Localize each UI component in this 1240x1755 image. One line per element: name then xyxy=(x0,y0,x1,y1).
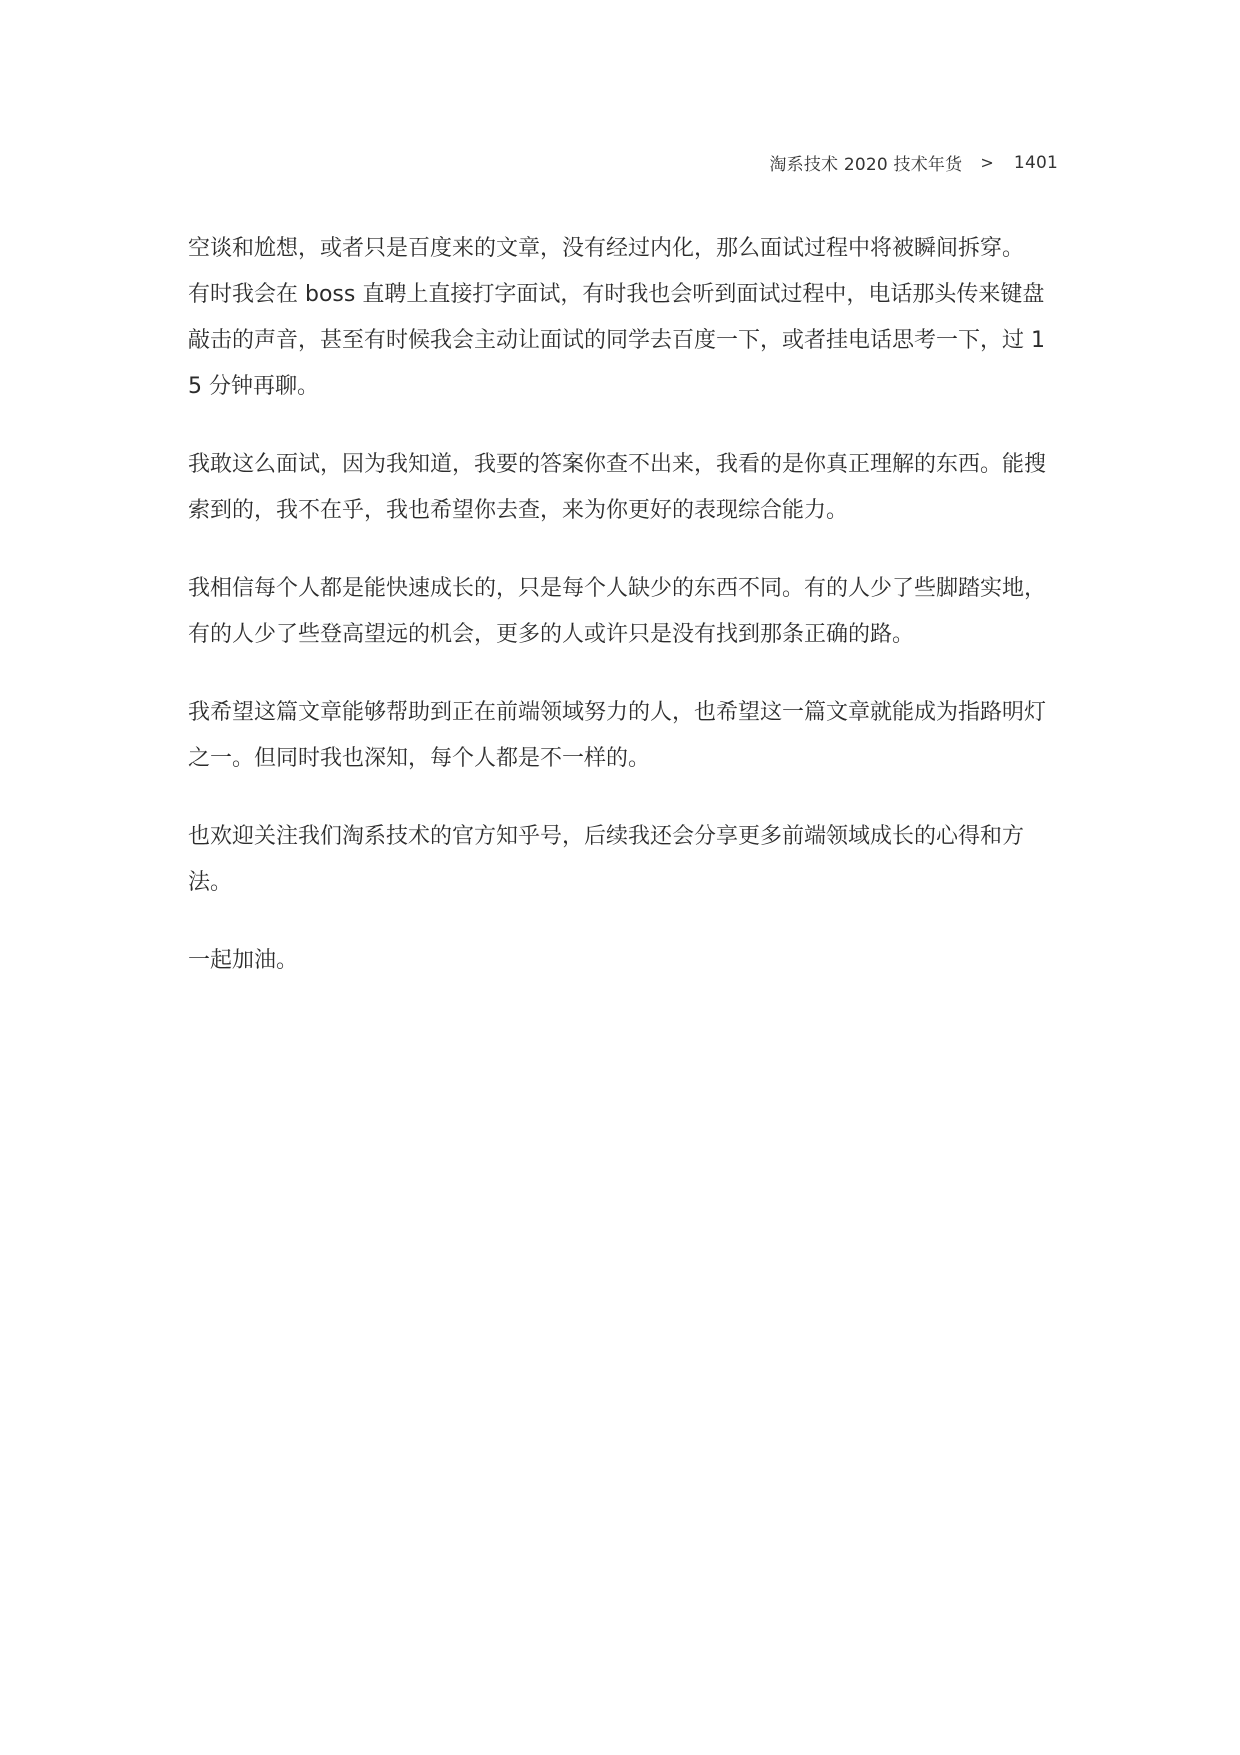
page-number: 1401 xyxy=(1013,152,1058,173)
paragraph-5: 我希望这篇文章能够帮助到正在前端领域努力的人，也希望这一篇文章就能成为指路明灯之一。但同时我也深知，每个人都是不一样的。 xyxy=(188,700,1047,771)
paragraph-7: 一起加油。 xyxy=(188,948,299,973)
running-header xyxy=(769,150,1058,175)
paragraph-3: 我敢这么面试，因为我知道，我要的答案你查不出来，我看的是你真正理解的东西。能搜索到的，我不在乎，我也希望你去查，来为你更好的表现综合能力。 xyxy=(188,452,1047,523)
body-text xyxy=(188,226,1056,1016)
paragraph-2: 有时我会在 boss 直聘上直接打字面试，有时我也会听到面试过程中，电话那头传来键盘敲击的声音，甚至有时候我会主动让面试的同学去百度一下，或者挂电话思考一下，过 15 分钟再聊。 xyxy=(188,282,1045,399)
header-separator: > xyxy=(980,153,994,172)
paragraph-4: 我相信每个人都是能快速成长的，只是每个人缺少的东西不同。有的人少了些脚踏实地，有的人少了些登高望远的机会，更多的人或许只是没有找到那条正确的路。 xyxy=(188,576,1047,647)
paragraph-6: 也欢迎关注我们淘系技术的官方知乎号，后续我还会分享更多前端领域成长的心得和方法。 xyxy=(188,824,1025,895)
paragraph-1: 空谈和尬想，或者只是百度来的文章，没有经过内化，那么面试过程中将被瞬间拆穿。 xyxy=(188,236,1025,261)
header-title: 淘系技术 2020 技术年货 xyxy=(769,155,963,175)
